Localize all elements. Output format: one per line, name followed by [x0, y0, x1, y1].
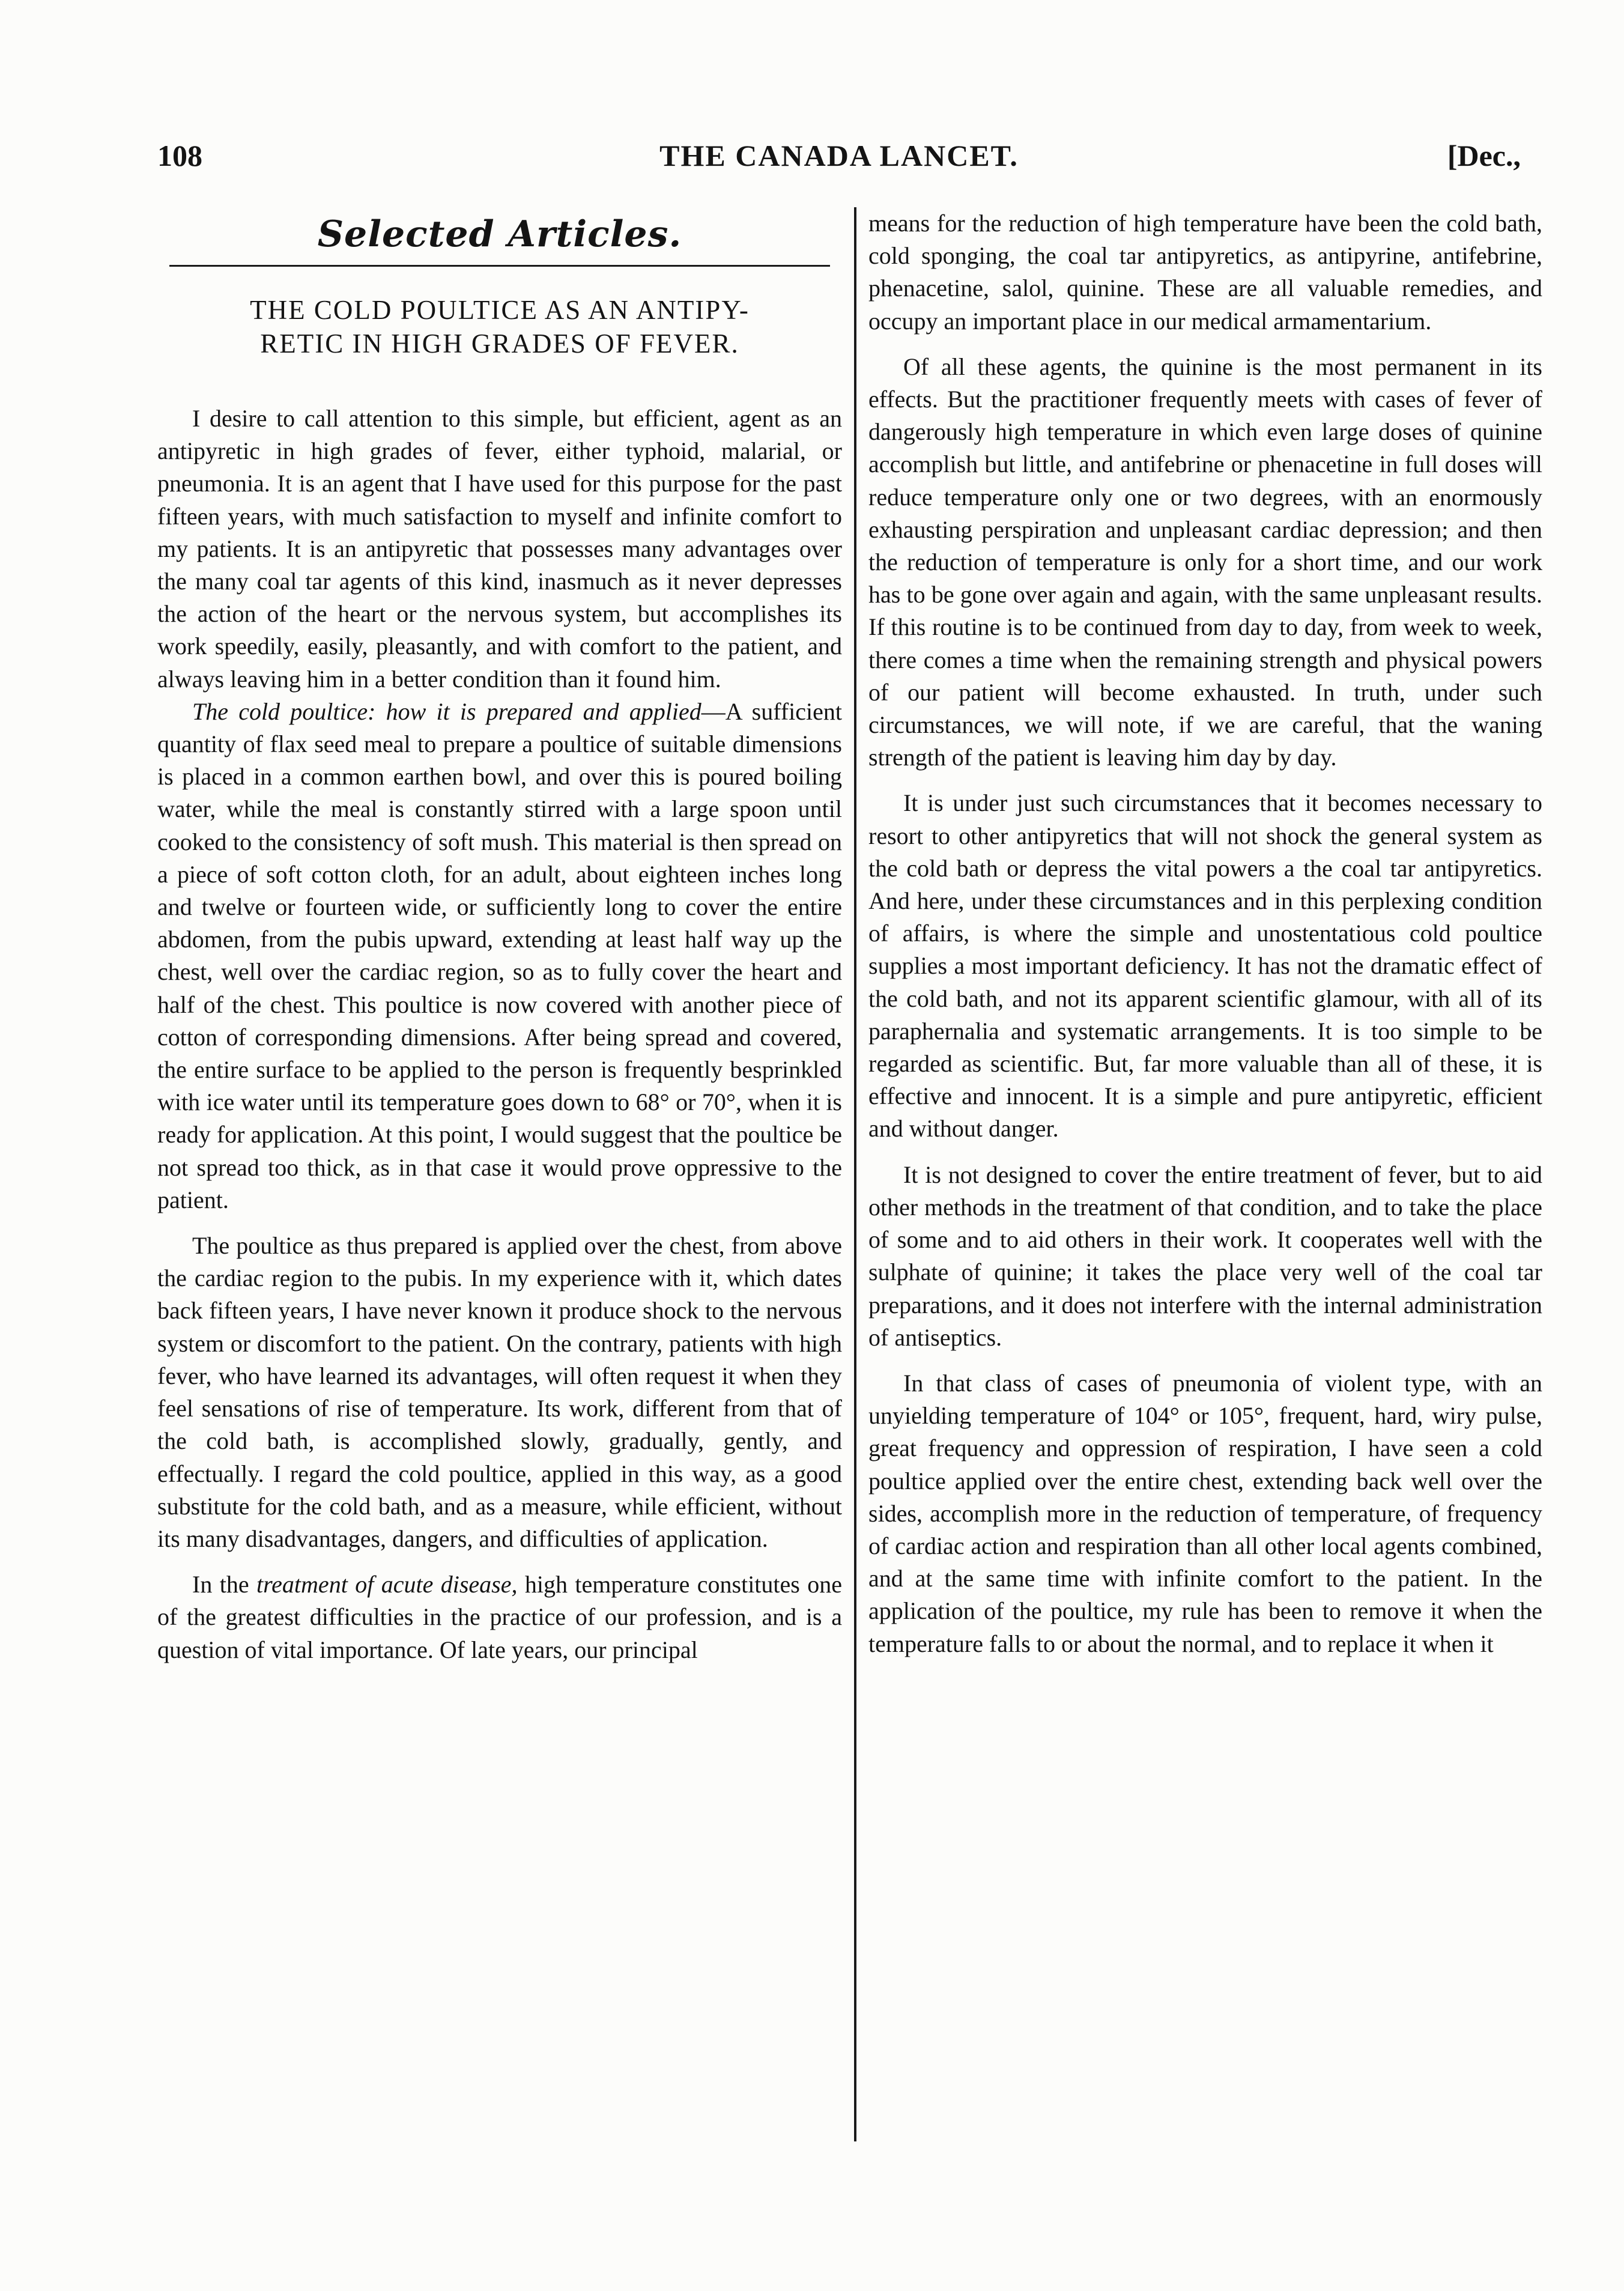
article-title — [157, 293, 842, 360]
journal-title: THE CANADA LANCET. — [659, 139, 1019, 172]
paragraph-not-designed: It is not designed to cover the entire treatment of fever, but to aid other methods in the treatment of that condition, and to take the place of some and to aid others in their work. It cooperates well with the sulphate of quinine; it takes the place very well of the coal tar preparations, and it does not interfere with the internal administration of antiseptics. — [868, 1161, 1542, 1351]
runin-heading: The cold poultice: how it is prepared and applied — [192, 697, 701, 725]
paragraph-acute-disease-text: high temperature constitutes one of the greatest difficulties in the practice of our profession, and is a question of vital importance. Of late years, our principal — [157, 1571, 842, 1663]
running-head — [157, 138, 1521, 186]
article-title-line-1: THE COLD POULTICE AS AN ANTIPY- — [250, 295, 750, 325]
column-rule — [854, 207, 856, 2141]
paragraph-acute-disease-lead: In the — [192, 1571, 256, 1598]
heading-rule — [169, 265, 830, 267]
paragraph-pneumonia: In that class of cases of pneumonia of violent type, with an unyielding temperature of 104° or 105°, frequent, hard, wiry pulse, great frequency and oppression of respiration, I have seen a cold poultice applied over the entire chest, extending back well over the sides, accomplish more in the reduction of temperature, of frequency of cardiac action and respiration than all other local agents combined, and at the same time with infinite comfort to the patient. In the application of the poultice, my rule has been to remove it when the temperature falls to or about the normal, and to replace it when it — [868, 1369, 1542, 1657]
right-column — [868, 207, 1542, 1660]
paragraph-preparation-text: —A sufficient quantity of flax seed meal to prepare a poultice of suitable dimensions is placed in a common earthen bowl, and over this is poured boiling water, while the meal is constantly stirred with a large spoon until cooked to the consistency of soft mush. This material is then spread on a piece of soft cotton cloth, for an adult, about eighteen inches long and twelve or fourteen wide, or sufficiently long to cover the entire abdomen, from the pubis upward, extending at least half way up the chest, well over the cardiac region, so as to fully cover the heart and half of the chest. This poultice is now covered with another piece of cotton of corresponding dimensions. After being spread and covered, the entire surface to be applied to the person is frequently besprinkled with ice water until its temperature goes down to 68° or 70°, when it is ready for application. At this point, I would suggest that the poultice be not spread too thick, as in that case it would prove oppressive to the patient. — [157, 697, 842, 1213]
page-number: 108 — [157, 139, 202, 172]
section-heading: Selected Articles. — [317, 213, 682, 255]
paragraph-intro: I desire to call attention to this simple, but efficient, agent as an antipyretic in high grades of fever, either typhoid, malarial, or pneumonia. It is an agent that I have used for this purpose for the past fifteen years, with much satisfaction to myself and infinite comfort to my patients. It is an antipyretic that possesses many advantages over the many coal tar agents of this kind, inasmuch as it never depresses the action of the heart or the nervous system, but accomplishes its work speedily, easily, pleasantly, and with comfort to the patient, and always leaving him in a better condition than it found him. — [157, 405, 842, 693]
paragraph-acute-disease — [157, 1568, 842, 1666]
paragraph-continuation: means for the reduction of high temperature have been the cold bath, cold sponging, the coal tar antipyretics, as antipyrine, antifebrine, phenacetine, salol, quinine. These are all valuable remedies, and occupy an important place in our medical armamentarium. — [868, 210, 1542, 335]
paragraph-circumstances: It is under just such circumstances that it becomes necessary to resort to other antipyretics that will not shock the general system as the cold bath or depress the vital powers a the coal tar antipyretics. And here, under these circumstances and in this perplexing condition of affairs, is where the simple and unostentatious cold poultice supplies a most important deficiency. It has not the dramatic effect of the cold bath, and not its apparent scientific glamour, with all of its paraphernalia and systematic arrangements. It is too simple to be regarded as scientific. But, far more valuable than all of these, it is effective and innocent. It is a simple and pure antipyretic, efficient and without danger. — [868, 789, 1542, 1142]
issue-month: [Dec., — [1447, 139, 1521, 172]
article-title-line-2: RETIC IN HIGH GRADES OF FEVER. — [260, 329, 739, 359]
emphasis-treatment: treatment of acute disease, — [256, 1571, 518, 1598]
left-column — [157, 207, 842, 1666]
paragraph-preparation — [157, 696, 842, 1216]
paragraph-quinine: Of all these agents, the quinine is the most permanent in its effects. But the practitioner frequently meets with cases of fever of dangerously high temperature in which even large doses of quinine accomplish but little, and antifebrine or phenacetine in full doses will reduce temperature only one or two degrees, with an enormously exhausting perspiration and unpleasant cardiac depression; and then the reduction of temperature is only for a short time, and our work has to be gone over again and again, with the same unpleasant results. If this routine is to be continued from day to day, from week to week, there comes a time when the remaining strength and physical powers of our patient will become exhausted. In truth, under such circumstances, we will note, if we are careful, that the waning strength of the patient is leaving him day by day. — [868, 353, 1542, 771]
paragraph-application: The poultice as thus prepared is applied over the chest, from above the cardiac region to the pubis. In my experience with it, which dates back fifteen years, I have never known it produce shock to the nervous system or discomfort to the patient. On the contrary, patients with high fever, who have learned its advantages, will often request it when they feel sensations of rise of temperature. Its work, different from that of the cold bath, is accomplished slowly, gradually, gently, and effectually. I regard the cold poultice, applied in this way, as a good substitute for the cold bath, and as a measure, while efficient, without its many disadvantages, dangers, and difficulties of application. — [157, 1232, 842, 1552]
